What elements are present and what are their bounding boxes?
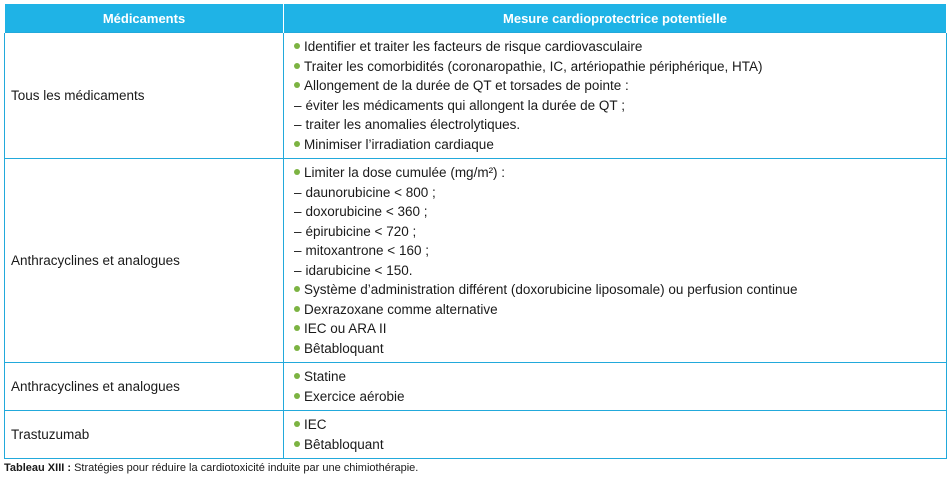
measure-text: Dexrazoxane comme alternative (304, 301, 498, 317)
measure-item (294, 202, 946, 222)
drug-cell: Anthracyclines et analogues (5, 363, 284, 411)
bullet-icon (294, 306, 300, 312)
measure-item (294, 76, 946, 96)
bullet-icon (294, 421, 300, 427)
measure-text: idarubicine < 150. (305, 262, 413, 278)
measure-item (294, 241, 946, 261)
bullet-icon (294, 441, 300, 447)
measures-cell (284, 411, 947, 459)
dash-marker: – (294, 243, 302, 258)
bullet-icon (294, 141, 300, 147)
drug-cell: Anthracyclines et analogues (5, 159, 284, 363)
bullet-icon (294, 82, 300, 88)
measure-item (294, 319, 946, 339)
measure-item (294, 183, 946, 203)
measure-item (294, 367, 946, 387)
header-mesure: Mesure cardioprotectrice potentielle (284, 4, 947, 33)
measure-text: IEC ou ARA II (304, 321, 387, 336)
measure-text: doxorubicine < 360 ; (305, 204, 428, 219)
measure-text: Statine (304, 369, 347, 384)
measure-text: Limiter la dose cumulée (mg/m²) : (304, 165, 506, 180)
measure-item (294, 163, 946, 183)
measure-item (294, 222, 946, 242)
measure-text: IEC (304, 417, 327, 432)
measure-text: épirubicine < 720 ; (305, 223, 417, 239)
dash-marker: – (294, 204, 302, 219)
measure-item (294, 415, 946, 435)
measure-item (294, 387, 946, 407)
measure-item (294, 135, 946, 155)
table-row (5, 159, 947, 363)
measure-text: Allongement de la durée de QT et torsades de pointe : (304, 78, 629, 93)
header-medicaments: Médicaments (5, 4, 284, 33)
measure-text: Identifier et traiter les facteurs de risque cardiovasculaire (304, 39, 643, 54)
bullet-icon (294, 325, 300, 331)
dash-marker: – (294, 262, 302, 278)
measure-item (294, 435, 946, 455)
measure-item (294, 339, 946, 359)
table-row (5, 363, 947, 411)
measure-text: traiter les anomalies électrolytiques. (305, 117, 521, 132)
measure-item (294, 96, 946, 116)
caption-text: Stratégies pour réduire la cardiotoxicité induite par une chimiothérapie. (71, 462, 419, 474)
measure-text: Bêtabloquant (304, 340, 384, 356)
dash-marker: – (294, 97, 302, 113)
measure-item (294, 280, 946, 300)
cardioprotection-table-container (4, 4, 946, 459)
measure-text: mitoxantrone < 160 ; (305, 243, 429, 258)
cardioprotection-table (4, 4, 947, 459)
measure-item (294, 261, 946, 281)
caption-label: Tableau XIII : (4, 462, 72, 474)
measures-cell (284, 159, 947, 363)
measure-text: Traiter les comorbidités (coronaropathie, IC, artériopathie périphérique, HTA) (304, 58, 763, 74)
measure-text: Système d’administration différent (doxorubicine liposomale) ou perfusion continue (304, 282, 798, 297)
dash-marker: – (294, 184, 302, 200)
table-row (5, 33, 947, 159)
measure-text: Exercice aérobie (304, 388, 405, 404)
drug-cell: Trastuzumab (5, 411, 284, 459)
measure-item (294, 57, 946, 77)
measures-cell (284, 363, 947, 411)
measure-item (294, 37, 946, 57)
table-row (5, 411, 947, 459)
bullet-icon (294, 373, 300, 379)
dash-marker: – (294, 117, 302, 132)
measure-text: daunorubicine < 800 ; (305, 184, 436, 200)
measure-text: éviter les médicaments qui allongent la durée de QT ; (305, 97, 625, 113)
bullet-icon (294, 286, 300, 292)
bullet-icon (294, 43, 300, 49)
bullet-icon (294, 393, 300, 399)
table-caption (4, 462, 418, 474)
bullet-icon (294, 169, 300, 175)
measure-text: Bêtabloquant (304, 436, 384, 452)
measures-cell (284, 33, 947, 159)
dash-marker: – (294, 223, 302, 239)
table-header-row (5, 4, 947, 33)
bullet-icon (294, 345, 300, 351)
table-body (5, 33, 947, 459)
drug-cell: Tous les médicaments (5, 33, 284, 159)
measure-text: Minimiser l’irradiation cardiaque (304, 136, 494, 152)
measure-item (294, 300, 946, 320)
bullet-icon (294, 63, 300, 69)
measure-item (294, 115, 946, 135)
